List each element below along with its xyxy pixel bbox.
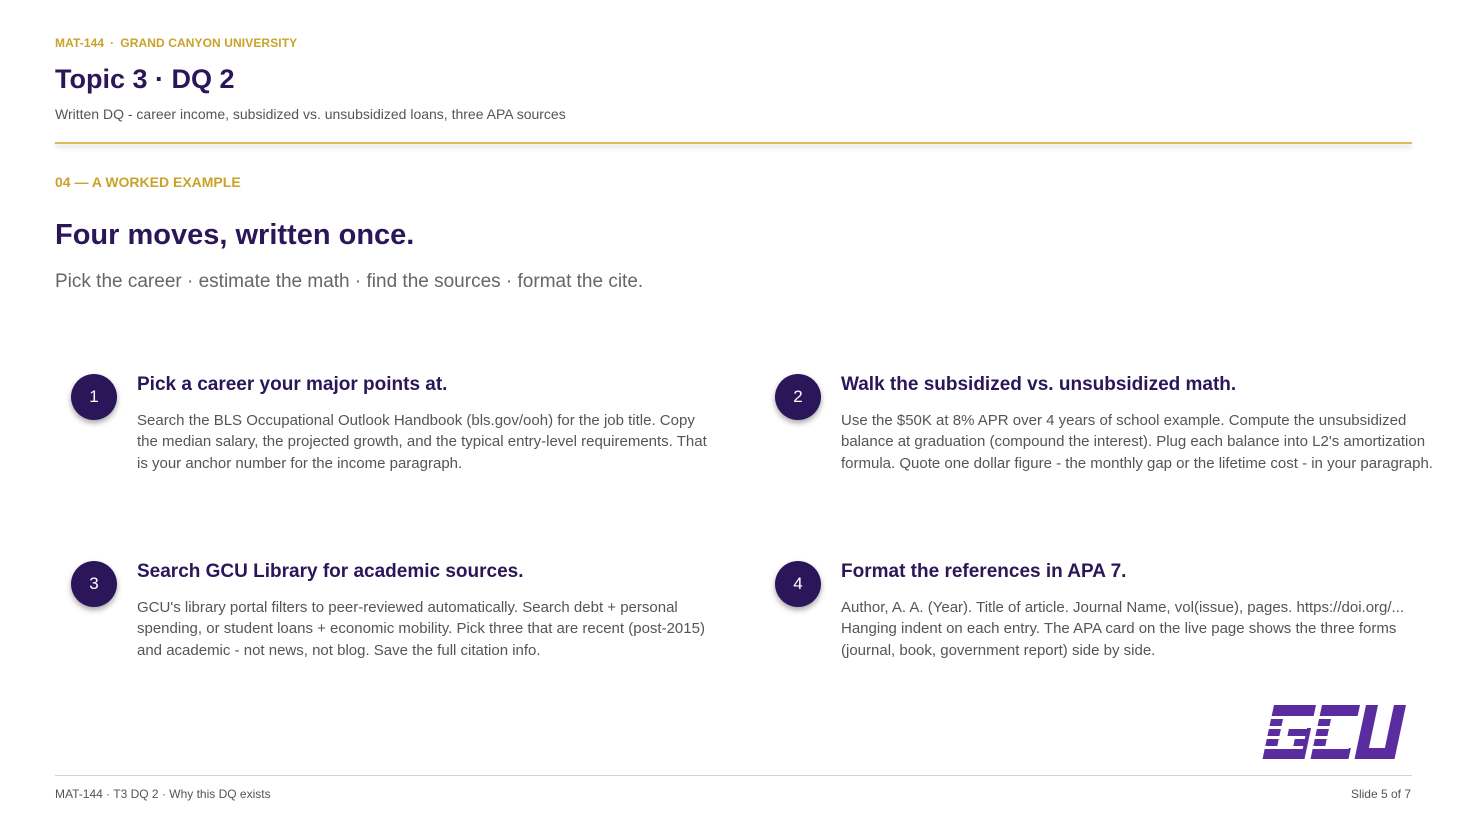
step-number-badge: 2 xyxy=(775,374,821,420)
step-title: Search GCU Library for academic sources. xyxy=(137,561,524,582)
step-body: GCU's library portal filters to peer-reviewed automatically. Search debt + personal spending, or student loans + economic mobility. Pick three that are recent (post-2015) and academic - not news, not blog. Save the full citation info. xyxy=(137,599,705,659)
course-kicker xyxy=(55,36,297,50)
slide-counter: Slide 5 of 7 xyxy=(1350,787,1411,801)
kicker-separator: · xyxy=(110,36,115,50)
section-headline: Four moves, written once. xyxy=(55,219,415,251)
page-title: Topic 3 · DQ 2 xyxy=(55,64,235,94)
step-number-badge: 4 xyxy=(775,561,821,607)
step-body: Author, A. A. (Year). Title of article. Journal Name, vol(issue), pages. https://doi.org/... Hanging indent on each entry. The APA card on the live page shows the three forms (journal, book, government report) side by side. xyxy=(841,599,1405,659)
step-title: Format the references in APA 7. xyxy=(841,561,1127,582)
step-title: Pick a career your major points at. xyxy=(137,374,448,395)
course-code: MAT-144 xyxy=(55,36,105,50)
page-subtitle: Written DQ - career income, subsidized vs. unsubsidized loans, three APA sources xyxy=(55,106,566,122)
section-label: 04 — A WORKED EXAMPLE xyxy=(55,174,241,190)
step-body: Search the BLS Occupational Outlook Handbook (bls.gov/ooh) for the job title. Copy the median salary, the projected growth, and the typical entry-level requirements. That is your anchor number for the income paragraph. xyxy=(137,412,707,472)
step-number-badge: 1 xyxy=(71,374,117,420)
step-body: Use the $50K at 8% APR over 4 years of school example. Compute the unsubsidized balance at graduation (compound the interest). Plug each balance into L2's amortization formula. Quote one dollar figure - the monthly gap or the lifetime cost - in your paragraph. xyxy=(841,412,1433,472)
section-lede: Pick the career · estimate the math · find the sources · format the cite. xyxy=(55,271,644,292)
gcu-logo xyxy=(1258,705,1410,759)
footer-divider xyxy=(55,775,1412,776)
step-number-badge: 3 xyxy=(71,561,117,607)
step-title: Walk the subsidized vs. unsubsidized math. xyxy=(841,374,1237,395)
footer-breadcrumb: MAT-144 · T3 DQ 2 · Why this DQ exists xyxy=(55,787,271,801)
university-name: GRAND CANYON UNIVERSITY xyxy=(120,36,298,50)
header-divider xyxy=(55,142,1412,144)
